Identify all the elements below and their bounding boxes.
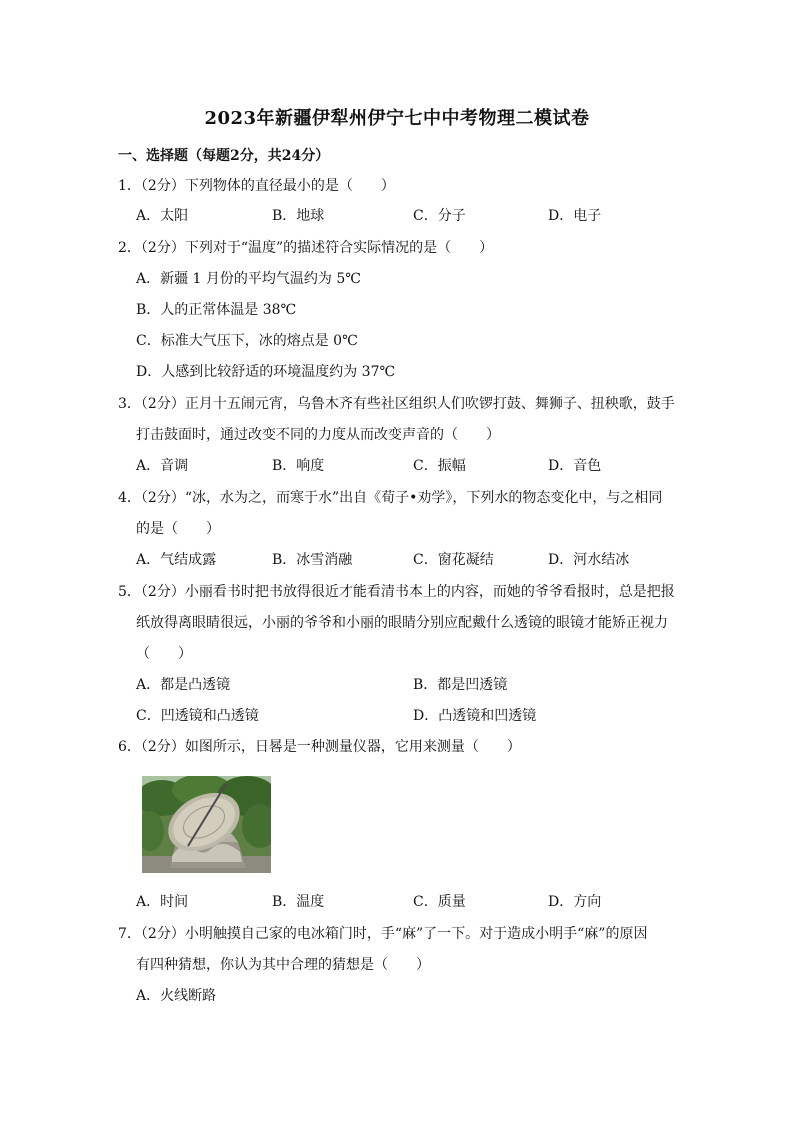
q2-option-a: A．新疆 1 月份的平均气温约为 5℃ <box>136 271 361 287</box>
q6-option-c: C．质量 <box>413 894 466 910</box>
q2-option-b: B．人的正常体温是 38℃ <box>136 302 297 318</box>
question-1-stem: 1．（2分）下列物体的直径最小的是（ ） <box>118 178 395 194</box>
q2-option-d: D．人感到比较舒适的环境温度约为 37℃ <box>136 364 396 380</box>
q5-option-c: C．凹透镜和凸透镜 <box>136 708 259 724</box>
q6-option-b: B．温度 <box>272 894 325 910</box>
q6-option-d: D．方向 <box>548 894 602 910</box>
q4-option-d: D．河水结冰 <box>548 552 630 568</box>
q1-option-c: C．分子 <box>413 208 466 224</box>
q4-option-a: A．气结成露 <box>136 552 217 568</box>
q3-option-c: C．振幅 <box>413 458 466 474</box>
question-7-stem: 7．（2分）小明触摸自己家的电冰箱门时，手“麻”了一下。对于造成小明手“麻”的原因 <box>118 926 648 942</box>
page-title: 2023年新疆伊犁州伊宁七中中考物理二模试卷 <box>204 108 590 129</box>
q5-option-a: A．都是凸透镜 <box>136 677 231 693</box>
q5-option-d: D．凸透镜和凹透镜 <box>413 708 537 724</box>
question-3-stem-cont: 打击鼓面时，通过改变不同的力度从而改变声音的（ ） <box>136 427 500 443</box>
question-7-stem-cont: 有四种猜想，你认为其中合理的猜想是（ ） <box>136 957 430 973</box>
q3-option-b: B．响度 <box>272 458 325 474</box>
q1-option-d: D．电子 <box>548 208 602 224</box>
question-4-stem-cont: 的是（ ） <box>136 521 220 537</box>
q4-option-b: B．冰雪消融 <box>272 552 353 568</box>
question-5-stem: 5．（2分）小丽看书时把书放得很近才能看清书本上的内容，而她的爷爷看报时，总是把报 <box>118 584 675 600</box>
q3-option-d: D．音色 <box>548 458 602 474</box>
question-5-stem-cont: 纸放得离眼睛很远，小丽的爷爷和小丽的眼睛分别应配戴什么透镜的眼镜才能矫正视力 <box>136 615 668 631</box>
q4-option-c: C．窗花凝结 <box>413 552 494 568</box>
q5-option-b: B．都是凹透镜 <box>413 677 508 693</box>
q6-option-a: A．时间 <box>136 894 189 910</box>
sundial-image <box>142 776 271 873</box>
question-4-stem: 4．（2分）“冰，水为之，而寒于水”出自《荀子•劝学》，下列水的物态变化中，与之相同 <box>118 490 663 506</box>
question-5-stem-cont2: （ ） <box>136 646 192 662</box>
section-heading: 一、选择题（每题2分，共24分） <box>118 148 330 164</box>
question-3-stem: 3．（2分）正月十五闹元宵，乌鲁木齐有些社区组织人们吹锣打鼓、舞狮子、扭秧歌，鼓手 <box>118 396 675 412</box>
question-2-stem: 2．（2分）下列对于“温度”的描述符合实际情况的是（ ） <box>118 240 494 256</box>
q3-option-a: A．音调 <box>136 458 189 474</box>
q1-option-b: B．地球 <box>272 208 325 224</box>
question-6-stem: 6．（2分）如图所示，日晷是一种测量仪器，它用来测量（ ） <box>118 739 521 755</box>
q7-option-a: A．火线断路 <box>136 988 217 1004</box>
q1-option-a: A．太阳 <box>136 208 189 224</box>
q2-option-c: C．标准大气压下，冰的熔点是 0℃ <box>136 333 358 349</box>
